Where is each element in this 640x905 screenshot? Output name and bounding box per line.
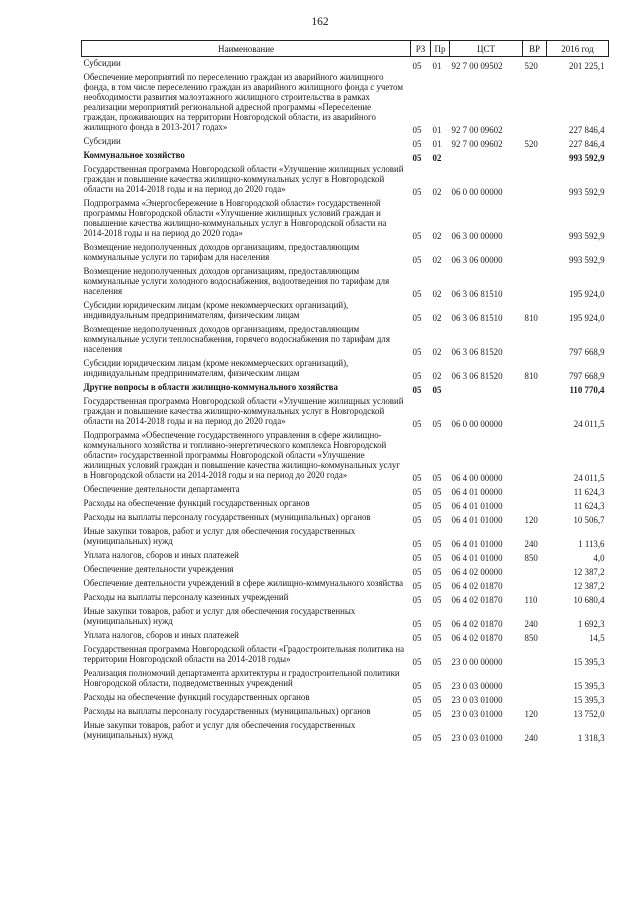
table-row [82,667,609,691]
row-pr: 05 [432,553,442,563]
table-row [82,163,609,197]
table-row [82,643,609,667]
table-row [82,705,609,719]
row-amount: 993 592,9 [569,231,605,241]
header-rz: РЗ [411,41,431,57]
row-cst: 06 3 06 81520 [451,371,503,381]
row-pr: 02 [432,313,442,323]
row-pr: 05 [432,709,442,719]
row-cst: 23 0 03 00000 [451,681,503,691]
row-vr: 240 [524,619,538,629]
row-amount: 195 924,0 [569,289,605,299]
row-rz: 05 [412,385,422,395]
row-cst: 06 4 01 01000 [451,539,503,549]
row-rz: 05 [412,61,422,71]
row-cst: 06 3 06 81510 [451,289,503,299]
row-cst: 06 4 01 00000 [451,487,503,497]
row-name: Иные закупки товаров, работ и услуг для обеспечения государственных (муниципальных) нужд [83,526,356,546]
row-rz: 05 [412,539,422,549]
row-rz: 05 [412,313,422,323]
row-rz: 05 [412,695,422,705]
row-cst: 06 4 01 01000 [451,501,503,511]
row-vr [523,149,547,163]
row-pr: 05 [432,473,442,483]
row-rz: 05 [412,255,422,265]
row-name: Подпрограмма «Энергосбережение в Новгородской области» государственной программы Новгородской области «Улучшение жилищных условий граждан и повышение качества жилищно-коммунальных услуг в Новгородской области на 2014-2018 годы и на период до 2020 года» [83,198,387,238]
row-amount: 1 113,6 [578,539,605,549]
budget-table [81,40,609,743]
row-vr: 520 [524,61,538,71]
row-pr: 05 [432,515,442,525]
header-cst: ЦСТ [450,41,523,57]
row-name: Возмещение недополученных доходов организациям, предоставляющим коммунальные услуги по тарифам для населения [83,242,360,262]
row-cst: 92 7 00 09602 [451,125,503,135]
row-rz: 05 [412,733,422,743]
row-vr [523,563,547,577]
row-amount: 14,5 [588,633,605,643]
row-amount: 10 506,7 [573,515,605,525]
table-row [82,323,609,357]
row-pr: 02 [432,255,442,265]
row-rz: 05 [412,501,422,511]
row-pr: 05 [432,681,442,691]
row-name: Субсидии юридическим лицам (кроме некоммерческих организаций), индивидуальным предпринимателям, физическим лицам [83,358,349,378]
table-row [82,691,609,705]
row-name: Расходы на выплаты персоналу государственных (муниципальных) органов [83,706,371,716]
row-amount: 4,0 [593,553,605,563]
row-vr: 110 [524,595,538,605]
row-vr [523,265,547,299]
row-pr: 02 [432,187,442,197]
row-vr [523,163,547,197]
row-pr: 05 [432,419,442,429]
row-name: Возмещение недополученных доходов организациям, предоставляющим коммунальные услуги холодного водоснабжения, водоотведения по тарифам для населения [83,266,390,296]
row-cst: 06 4 02 01870 [451,633,503,643]
row-pr: 05 [432,619,442,629]
row-name: Уплата налогов, сборов и иных платежей [83,550,239,560]
row-pr: 02 [432,289,442,299]
row-pr: 02 [432,231,442,241]
table-row [82,591,609,605]
table-row [82,71,609,135]
table-row [82,563,609,577]
header-name: Наименование [82,41,411,57]
row-name: Другие вопросы в области жилищно-коммунального хозяйства [83,382,338,392]
row-pr: 01 [432,125,442,135]
row-vr: 240 [524,539,538,549]
row-pr: 05 [432,581,442,591]
row-vr [523,323,547,357]
row-vr: 810 [524,313,538,323]
table-body [82,57,609,744]
row-pr: 05 [432,501,442,511]
row-pr: 05 [432,733,442,743]
row-amount: 11 624,3 [573,501,605,511]
row-pr: 05 [432,567,442,577]
row-name: Возмещение недополученных доходов организациям, предоставляющим коммунальные услуги теплоснабжения, горячего водоснабжения по тарифам для населения [83,324,390,354]
row-pr: 01 [432,139,442,149]
table-row [82,197,609,241]
row-cst: 06 3 06 81520 [451,347,503,357]
row-cst: 06 4 01 01000 [451,553,503,563]
row-rz: 05 [412,139,422,149]
table-row [82,483,609,497]
row-vr: 120 [524,709,538,719]
row-vr [523,71,547,135]
table-row [82,299,609,323]
table-row [82,149,609,163]
row-amount: 15 395,3 [573,695,605,705]
row-name: Обеспечение деятельности учреждения [83,564,234,574]
row-vr: 850 [524,633,538,643]
table-row [82,497,609,511]
row-name: Обеспечение мероприятий по переселению граждан из аварийного жилищного фонда, в том числе переселению граждан из аварийного жилищного фонда с учетом необходимости развития малоэтажного жилищного строительства в рамках реализации мероприятий региональной адресной программы «Переселение граждан, проживающих на территории Новгородской области, из аварийного жилищного фонда в 2013-2017 годах» [83,72,403,132]
row-pr: 05 [432,657,442,667]
row-pr: 01 [432,61,442,71]
row-name: Субсидии юридическим лицам (кроме некоммерческих организаций), индивидуальным предпринимателям, физическим лицам [83,300,349,320]
row-name: Реализация полномочий департамента архитектуры и градостроительной политики Новгородской области, подведомственных учреждений [83,668,400,688]
table-row [82,511,609,525]
row-name: Иные закупки товаров, работ и услуг для обеспечения государственных (муниципальных) нужд [83,720,356,740]
row-cst: 06 3 06 00000 [451,255,503,265]
header-pr: Пр [431,41,450,57]
row-amount: 15 395,3 [573,657,605,667]
row-vr: 520 [524,139,538,149]
row-rz: 05 [412,153,422,163]
row-name: Коммунальное хозяйство [83,150,185,160]
row-name: Расходы на обеспечение функций государственных органов [83,498,310,508]
header-year: 2016 год [547,41,609,57]
table-row [82,357,609,381]
row-name: Субсидии [83,136,121,146]
row-rz: 05 [412,371,422,381]
table-row [82,549,609,563]
row-vr [523,197,547,241]
row-vr [523,483,547,497]
row-cst: 06 4 02 01870 [451,619,503,629]
row-amount: 12 387,2 [573,567,605,577]
row-amount: 201 225,1 [569,61,605,71]
row-cst: 06 4 01 01000 [451,515,503,525]
row-cst [450,149,523,163]
row-cst: 23 0 03 01000 [451,695,503,705]
row-name: Государственная программа Новгородской области «Градостроительная политика на территории Новгородской области на 2014-2018 годы» [83,644,405,664]
row-vr [523,395,547,429]
row-rz: 05 [412,553,422,563]
row-rz: 05 [412,347,422,357]
row-pr: 05 [432,595,442,605]
row-name: Подпрограмма «Обеспечение государственного управления в сфере жилищно-коммунального хозяйства и топливно-энергетического комплекса Новгородской области» государственной программы Новгородской области «Улучшение жилищных условий граждан и повышение качества жилищно-коммунальных услуг в Новгородской области на 2014-2018 годы и на период до 2020 года» [83,430,400,480]
table-row [82,429,609,483]
row-name: Обеспечение деятельности департамента [83,484,240,494]
row-amount: 110 770,4 [569,385,605,395]
row-pr: 05 [432,487,442,497]
row-name: Уплата налогов, сборов и иных платежей [83,630,239,640]
row-cst: 06 4 02 00000 [451,567,503,577]
table-row [82,57,609,72]
row-rz: 05 [412,619,422,629]
row-cst: 23 0 03 01000 [451,733,503,743]
row-amount: 12 387,2 [573,581,605,591]
row-rz: 05 [412,289,422,299]
row-amount: 10 680,4 [573,595,605,605]
row-rz: 05 [412,473,422,483]
row-vr [523,497,547,511]
row-pr: 05 [432,633,442,643]
row-amount: 13 752,0 [573,709,605,719]
row-name: Расходы на выплаты персоналу казенных учреждений [83,592,289,602]
row-rz: 05 [412,595,422,605]
row-rz: 05 [412,515,422,525]
table-row [82,395,609,429]
table-row [82,605,609,629]
row-amount: 15 395,3 [573,681,605,691]
row-amount: 11 624,3 [573,487,605,497]
row-cst: 23 0 03 01000 [451,709,503,719]
row-amount: 227 846,4 [569,139,605,149]
row-cst: 06 0 00 00000 [451,419,503,429]
row-vr: 120 [524,515,538,525]
row-amount: 24 011,5 [573,419,605,429]
row-amount: 1 692,3 [577,619,605,629]
row-amount: 993 592,9 [569,153,605,163]
row-cst: 06 3 06 81510 [451,313,503,323]
row-vr [523,241,547,265]
row-amount: 24 011,5 [573,473,605,483]
row-vr: 810 [524,371,538,381]
row-vr [523,691,547,705]
row-rz: 05 [412,657,422,667]
row-pr: 02 [432,347,442,357]
row-rz: 05 [412,581,422,591]
row-amount: 797 668,9 [569,347,605,357]
row-rz: 05 [412,567,422,577]
row-cst: 06 4 00 00000 [451,473,503,483]
table-row [82,241,609,265]
row-cst: 06 4 02 01870 [451,595,503,605]
page-number: 162 [311,16,329,28]
row-vr [523,429,547,483]
row-amount: 797 668,9 [569,371,605,381]
row-vr [523,643,547,667]
row-pr: 02 [432,371,442,381]
row-name: Обеспечение деятельности учреждений в сфере жилищно-коммунального хозяйства [83,578,404,588]
row-vr [523,667,547,691]
table-row [82,629,609,643]
row-cst: 06 3 00 00000 [451,231,503,241]
row-amount: 195 924,0 [569,313,605,323]
row-cst: 92 7 00 09502 [451,61,503,71]
row-cst: 23 0 00 00000 [451,657,503,667]
table-row [82,265,609,299]
row-cst: 06 4 02 01870 [451,581,503,591]
table-row [82,135,609,149]
row-rz: 05 [412,419,422,429]
row-vr [523,577,547,591]
row-amount: 993 592,9 [569,187,605,197]
row-rz: 05 [412,487,422,497]
row-cst: 92 7 00 09602 [451,139,503,149]
row-rz: 05 [412,187,422,197]
table-row [82,525,609,549]
row-name: Государственная программа Новгородской области «Улучшение жилищных условий граждан и повышение качества жилищно-коммунальных услуг в Новгородской области на 2014-2018 годы и на период до 2020 года» [83,164,404,194]
row-rz: 05 [412,633,422,643]
row-vr: 850 [524,553,538,563]
row-name: Иные закупки товаров, работ и услуг для обеспечения государственных (муниципальных) нужд [83,606,356,626]
row-pr: 05 [432,539,442,549]
row-name: Расходы на обеспечение функций государственных органов [83,692,310,702]
table-row [82,719,609,743]
row-name: Расходы на выплаты персоналу государственных (муниципальных) органов [83,512,371,522]
row-cst: 06 0 00 00000 [451,187,503,197]
row-vr [523,381,547,395]
row-amount: 993 592,9 [569,255,605,265]
row-pr: 02 [432,153,442,163]
row-rz: 05 [412,231,422,241]
table-row [82,577,609,591]
table-row [82,381,609,395]
row-rz: 05 [412,709,422,719]
row-cst [450,381,523,395]
row-name: Субсидии [83,58,121,68]
row-vr: 240 [524,733,538,743]
row-amount: 1 318,3 [577,733,605,743]
row-rz: 05 [412,125,422,135]
row-pr: 05 [432,695,442,705]
row-rz: 05 [412,681,422,691]
header-vr: ВР [523,41,547,57]
row-pr: 05 [432,385,442,395]
row-name: Государственная программа Новгородской области «Улучшение жилищных условий граждан и повышение качества жилищно-коммунальных услуг в Новгородской области на 2014-2018 годы и на период до 2020 года» [83,396,404,426]
row-amount: 227 846,4 [569,125,605,135]
table-header [82,41,609,57]
